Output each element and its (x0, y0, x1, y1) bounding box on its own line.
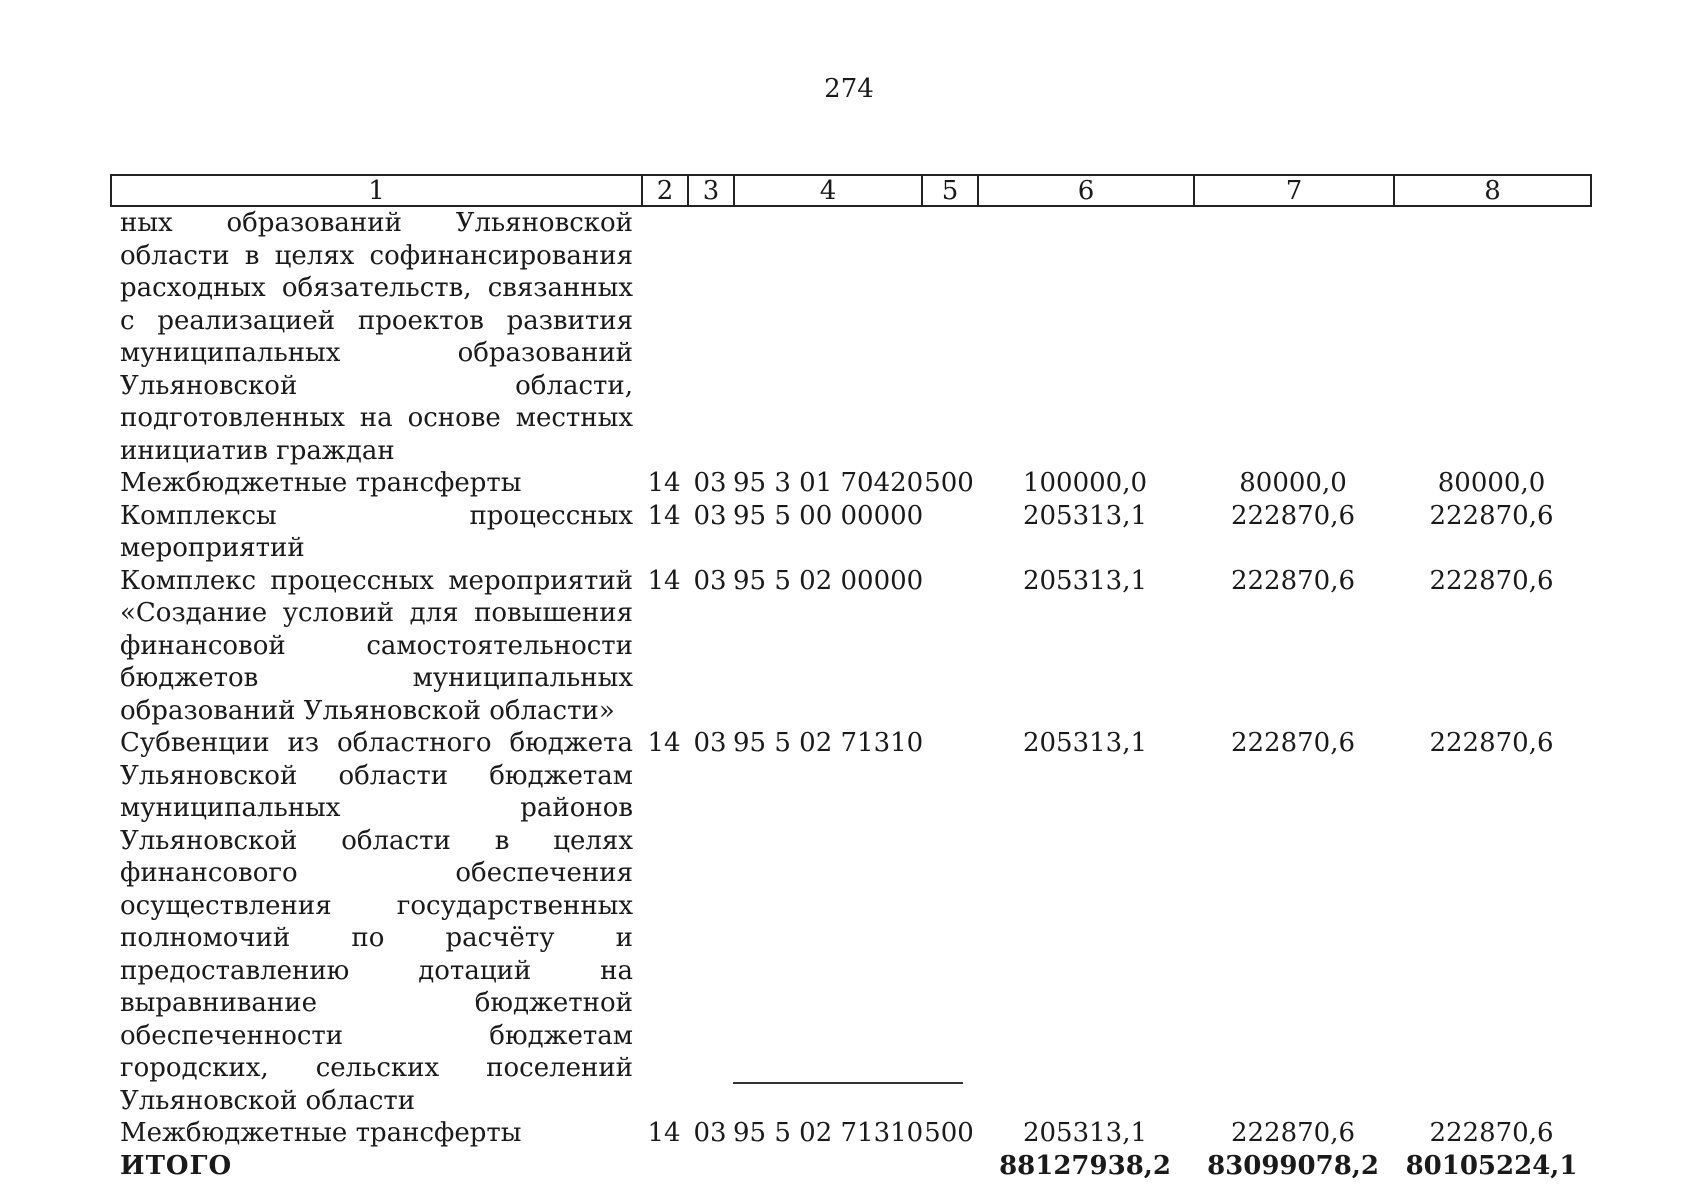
total-empty-cell (921, 1150, 977, 1183)
column-header-table (110, 174, 1592, 207)
row-amount-col6: 100000,0 (1022, 468, 1148, 498)
total-empty-cell (733, 1150, 921, 1183)
row-subsection: 03 (693, 468, 727, 498)
row-amount-col7: 222870,6 (1230, 565, 1356, 596)
column-header-row (111, 175, 1591, 206)
row-expense-type (921, 727, 977, 1117)
row-target-code: 95 5 02 71310 (733, 728, 924, 758)
row-section: 14 (647, 468, 681, 498)
row-name: Межбюджетные трансферты (120, 468, 522, 498)
row-subsection: 03 (693, 728, 727, 758)
row-amount-col7: 222870,6 (1230, 500, 1356, 531)
row-expense-type (921, 207, 977, 467)
row-subsection: 03 (693, 1118, 727, 1148)
table-row (110, 1117, 1590, 1150)
row-name: Комплексы процессных мероприятий (120, 500, 633, 563)
row-expense-type (921, 500, 977, 565)
column-header-7: 7 (1194, 175, 1394, 206)
row-expense-type: 500 (924, 1118, 974, 1148)
row-target-code: 95 3 01 70420 (733, 468, 924, 498)
table-row (110, 207, 1590, 467)
row-amount-col8: 222870,6 (1429, 1118, 1554, 1148)
row-amount-col7: 222870,6 (1230, 1118, 1356, 1148)
row-subsection: 03 (693, 565, 727, 596)
row-expense-type (921, 565, 977, 728)
row-name: Межбюджетные трансферты (120, 1118, 522, 1148)
total-row (110, 1150, 1590, 1183)
total-empty-cell (687, 1150, 733, 1183)
row-target-code: 95 5 00 00000 (733, 500, 924, 531)
row-name: Комплекс процессных мероприятий «Создание условий для повышения финансовой самостоятельности бюджетов муниципальных образований Ульяновской области» (120, 565, 633, 726)
column-header-2: 2 (642, 175, 688, 206)
row-name: Субвенции из областного бюджета Ульяновской области бюджетам муниципальных районов Ульяновской области в целях финансового обеспечения осуществления государственных полномочий по расчёту и предоставлению дотаций на выравнивание бюджетной обеспеченности бюджетам городских, сельских поселений Ульяновской области (120, 728, 633, 1116)
column-header-1: 1 (111, 175, 642, 206)
table-row (110, 467, 1590, 500)
column-header-5: 5 (922, 175, 978, 206)
column-header-4: 4 (734, 175, 922, 206)
row-section: 14 (647, 728, 681, 758)
row-amount-col7 (1193, 207, 1393, 467)
row-section: 14 (647, 1118, 681, 1148)
row-target-code: 95 5 02 71310 (733, 1118, 924, 1148)
row-amount-col8: 80000,0 (1437, 468, 1546, 498)
budget-table (110, 207, 1590, 1182)
row-expense-type: 500 (924, 468, 974, 498)
table-row (110, 500, 1590, 565)
row-section: 14 (647, 565, 681, 596)
row-section: 14 (647, 500, 681, 531)
row-amount-col6 (977, 207, 1193, 467)
total-amount-col6: 88127938,2 (999, 1150, 1171, 1181)
total-label: ИТОГО (120, 1150, 233, 1181)
row-amount-col8: 222870,6 (1429, 565, 1554, 596)
page-number: 274 (824, 74, 874, 104)
row-amount-col6: 205313,1 (1022, 565, 1148, 596)
total-empty-cell (641, 1150, 687, 1183)
row-subsection (687, 207, 733, 467)
row-amount-col7: 80000,0 (1239, 468, 1347, 498)
table-row (110, 565, 1590, 728)
row-subsection: 03 (693, 500, 727, 531)
row-amount-col8: 222870,6 (1429, 728, 1554, 758)
end-of-document-rule (733, 1082, 963, 1084)
row-target-code (733, 207, 921, 467)
row-amount-col8 (1393, 207, 1590, 467)
column-header-6: 6 (978, 175, 1194, 206)
row-section (641, 207, 687, 467)
row-amount-col6: 205313,1 (1022, 500, 1148, 531)
total-amount-col8: 80105224,1 (1405, 1150, 1578, 1181)
column-header-8: 8 (1394, 175, 1591, 206)
row-amount-col6: 205313,1 (1022, 1118, 1148, 1148)
row-name: ных образований Ульяновской области в целях софинансирования расходных обязательств, связанных с реализацией проектов развития муниципальных образований Ульяновской области, подготовленных на основе местных инициатив граждан (120, 208, 633, 466)
row-target-code: 95 5 02 00000 (733, 565, 924, 596)
column-header-3: 3 (688, 175, 734, 206)
table-row (110, 727, 1590, 1117)
total-amount-col7: 83099078,2 (1207, 1150, 1379, 1181)
row-amount-col8: 222870,6 (1429, 500, 1554, 531)
row-amount-col7: 222870,6 (1230, 728, 1356, 758)
row-amount-col6: 205313,1 (1022, 728, 1148, 758)
